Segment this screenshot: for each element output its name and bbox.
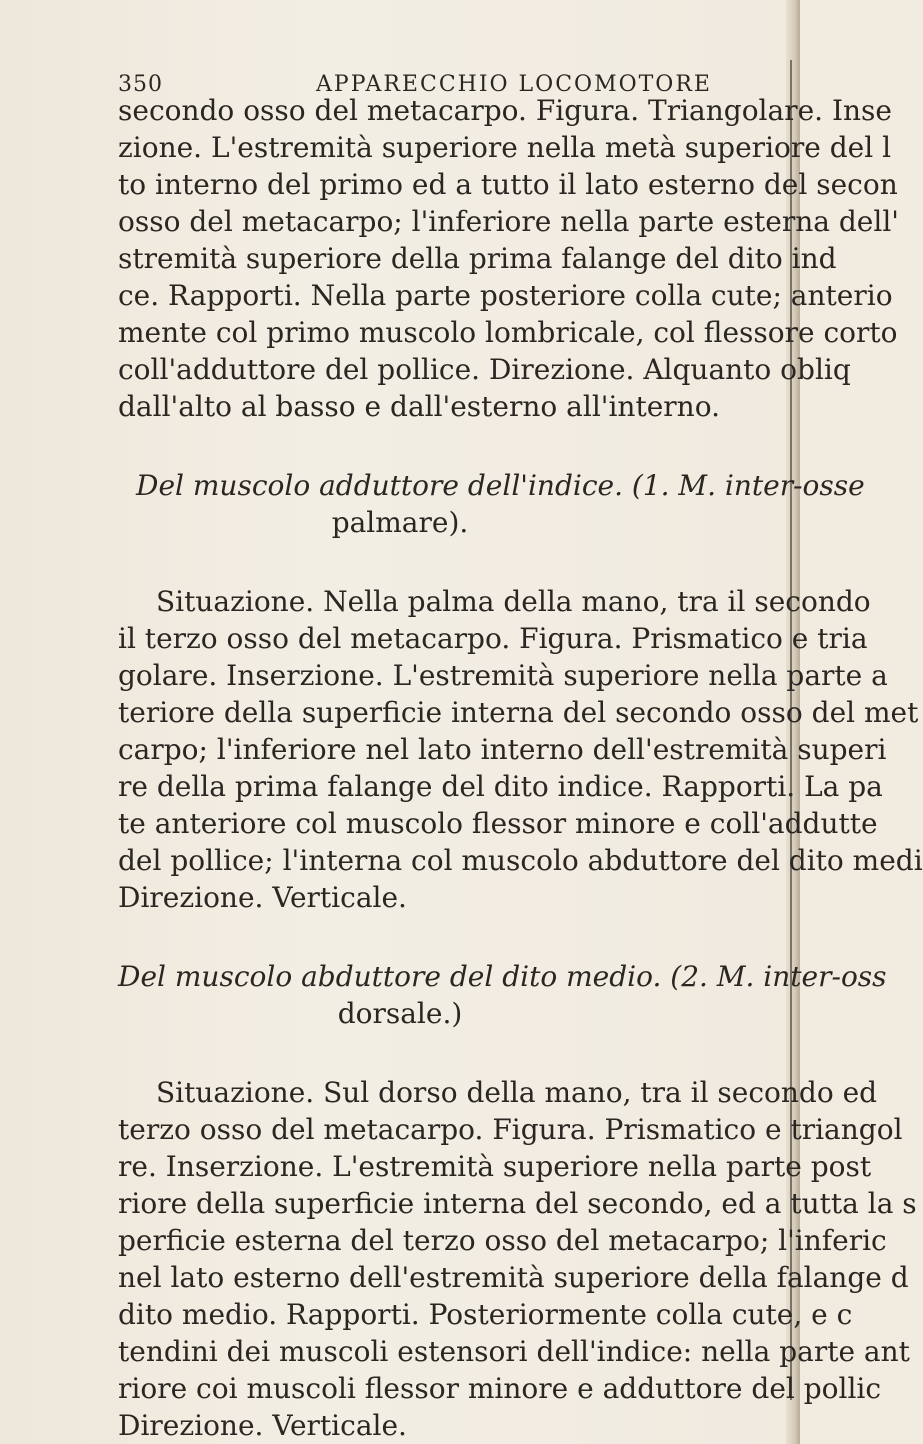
- section-heading: Del muscolo abduttore del dito medio. (2. M. inter-oss: [118, 960, 887, 993]
- text-line: carpo; l'inferiore nel lato interno dell'estremità superi: [118, 733, 887, 766]
- text-line: il terzo osso del metacarpo. Figura. Prismatico e tria: [118, 622, 868, 655]
- text-line: Situazione. Sul dorso della mano, tra il secondo ed: [156, 1076, 878, 1109]
- text-line: Direzione. Verticale.: [118, 1409, 407, 1442]
- text-line: zione. L'estremità superiore nella metà superiore del l: [118, 131, 892, 164]
- text-line: riore della superficie interna del secondo, ed a tutta la s: [118, 1187, 917, 1220]
- text-line: te anteriore col muscolo flessor minore e coll'addutte: [118, 807, 878, 840]
- text-line: perficie esterna del terzo osso del metacarpo; l'inferic: [118, 1224, 887, 1257]
- text-line: dall'alto al basso e dall'esterno all'interno.: [118, 390, 720, 423]
- page-number: 350: [118, 72, 163, 97]
- text-line: Direzione. Verticale.: [118, 881, 407, 914]
- text-line: to interno del primo ed a tutto il lato esterno del secon: [118, 168, 898, 201]
- text-line: re della prima falange del dito indice. Rapporti. La pa: [118, 770, 883, 803]
- section-heading: Del muscolo adduttore dell'indice. (1. M. inter-osse: [136, 469, 865, 502]
- text-line: del pollice; l'interna col muscolo abduttore del dito medi: [118, 844, 923, 877]
- section-subheading: dorsale.): [337, 997, 463, 1030]
- text-line: riore coi muscoli flessor minore e adduttore del pollic: [118, 1372, 882, 1405]
- text-line: nel lato esterno dell'estremità superiore della falange d: [118, 1261, 909, 1294]
- text-line: stremità superiore della prima falange del dito ind: [118, 242, 837, 275]
- text-line: Situazione. Nella palma della mano, tra il secondo: [156, 585, 871, 618]
- text-line: teriore della superficie interna del secondo osso del met: [118, 696, 919, 729]
- text-line: mente col primo muscolo lombricale, col flessore corto: [118, 316, 898, 349]
- text-line: osso del metacarpo; l'inferiore nella parte esterna dell': [118, 205, 899, 238]
- section-subheading: palmare).: [331, 506, 469, 539]
- text-line: re. Inserzione. L'estremità superiore nella parte post: [118, 1150, 872, 1183]
- text-line: dito medio. Rapporti. Posteriormente colla cute, e c: [118, 1298, 853, 1331]
- text-line: golare. Inserzione. L'estremità superiore nella parte a: [118, 659, 888, 692]
- text-line: tendini dei muscoli estensori dell'indice: nella parte ant: [118, 1335, 910, 1368]
- running-title: APPARECCHIO LOCOMOTORE: [316, 72, 712, 97]
- text-line: ce. Rapporti. Nella parte posteriore colla cute; anterio: [118, 279, 893, 312]
- text-line: secondo osso del metacarpo. Figura. Triangolare. Inse: [118, 94, 892, 127]
- text-line: coll'adduttore del pollice. Direzione. Alquanto obliq: [118, 353, 851, 386]
- text-line: terzo osso del metacarpo. Figura. Prismatico e triangol: [118, 1113, 903, 1146]
